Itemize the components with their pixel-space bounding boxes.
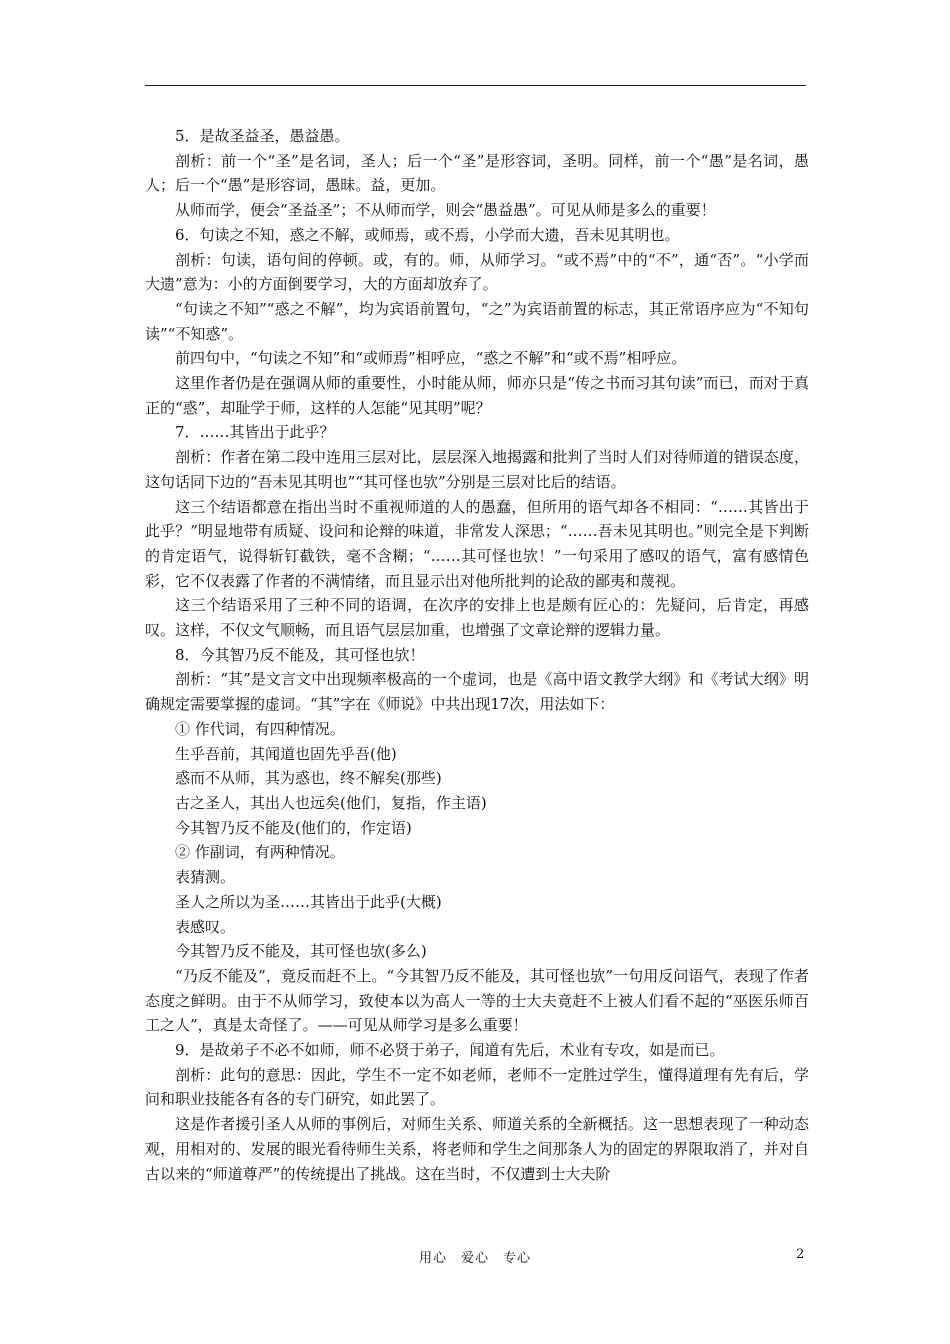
paragraph: 这三个结语都意在指出当时不重视师道的人的愚蠢，但所用的语气却各不相同：“……其皆出于此乎？”明显地带有质疑、设问和论辩的味道，非常发人深思；“……吾未见其明也。”则完全是下判断的肯定语气，说得斩钉截铁，毫不含糊；“……其可怪也欤！”一句采用了感叹的语气，富有感情色彩，它不仅表露了作者的不满情绪，而且显示出对他所批判的论敌的鄙夷和蔑视。 — [145, 497, 809, 590]
paragraph: 8．今其智乃反不能及，其可怪也欤！ — [175, 645, 425, 664]
paragraph: 5．是故圣益圣，愚益愚。 — [175, 127, 350, 145]
document-body — [145, 124, 809, 1186]
paragraph: 从师而学，便会“圣益圣”；不从师而学，则会“愚益愚”。可见从师是多么的重要！ — [175, 201, 716, 220]
paragraph: 表感叹。 — [175, 917, 236, 936]
page-number: 2 — [796, 1247, 805, 1262]
paragraph: 剖析：前一个“圣”是名词，圣人；后一个“圣”是形容词，圣明。同样，前一个“愚”是名词，愚人；后一个“愚”是形容词，愚昧。益，更加。 — [145, 151, 809, 195]
paragraph: ② 作副词，有两种情况。 — [175, 843, 345, 862]
paragraph: 古之圣人，其出人也远矣(他们，复指，作主语) — [175, 793, 487, 812]
paragraph: 惑而不从师，其为惑也，终不解矣(那些) — [175, 769, 442, 788]
paragraph: 剖析：句读，语句间的停顿。或，有的。师，从师学习。“或不焉”中的“不”，通“否”。“小学而大遗”意为：小的方面倒要学习，大的方面却放弃了。 — [145, 250, 809, 294]
paragraph: 前四句中，“句读之不知”和“或师焉”相呼应，“惑之不解”和“或不焉”相呼应。 — [175, 349, 687, 368]
header-rule — [145, 85, 806, 86]
footer-motto: 用心 爱心 专心 — [418, 1251, 531, 1266]
paragraph: 这里作者仍是在强调从师的重要性，小时能从师，师亦只是“传之书而习其句读”而已，而对于真正的“惑”，却耻学于师，这样的人怎能“见其明”呢？ — [145, 374, 809, 417]
paragraph: 9．是故弟子不必不如师，师不必贤于弟子，闻道有先后，术业有专攻，如是而已。 — [175, 1041, 725, 1060]
paragraph: 这三个结语采用了三种不同的语调，在次序的安排上也是颇有匠心的：先疑问，后肯定，再感叹。这样，不仅文气顺畅，而且语气层层加重，也增强了文章论辩的逻辑力量。 — [145, 596, 809, 640]
paragraph: “句读之不知”“惑之不解”，均为宾语前置句，“之”为宾语前置的标志，其正常语序应为“不知句读”“不知惑”。 — [145, 299, 809, 343]
paragraph: “乃反不能及”，竟反而赶不上。“今其智乃反不能及，其可怪也欤”一句用反问语气，表现了作者态度之鲜明。由于不从师学习，致使本以为高人一等的士大夫竟赶不上被人们看不起的“巫医乐师百工之人”，真是太奇怪了。——可见从师学习是多么重要！ — [145, 966, 809, 1035]
paragraph: 圣人之所以为圣……其皆出于此乎(大概) — [175, 892, 442, 911]
paragraph: 剖析：“其”是文言文中出现频率极高的一个虚词，也是《高中语文教学大纲》和《考试大纲》明确规定需要掌握的虚词。“其”字在《师说》中共出现17次，用法如下： — [145, 670, 809, 714]
paragraph: 6．句读之不知，惑之不解，或师焉，或不焉，小学而大遗，吾未见其明也。 — [175, 225, 680, 244]
paragraph: 表猜测。 — [175, 868, 236, 887]
paragraph: 这是作者援引圣人从师的事例后，对师生关系、师道关系的全新概括。这一思想表现了一种动态观，用相对的、发展的眼光看待师生关系，将老师和学生之间那条人为的固定的界限取消了，并对自古以来的“师道尊严”的传统提出了挑战。这在当时，不仅遭到士大夫阶 — [145, 1115, 809, 1183]
paragraph: 7．……其皆出于此乎？ — [175, 423, 335, 442]
paragraph: 今其智乃反不能及(他们的，作定语) — [175, 818, 412, 837]
paragraph: ① 作代词，有四种情况。 — [175, 719, 345, 738]
paragraph: 生乎吾前，其闻道也固先乎吾(他) — [175, 744, 397, 763]
paragraph: 剖析：此句的意思：因此，学生不一定不如老师，老师不一定胜过学生，懂得道理有先有后，学问和职业技能各有各的专门研究，如此罢了。 — [145, 1065, 809, 1109]
paragraph: 今其智乃反不能及，其可怪也欤(多么) — [175, 942, 427, 961]
paragraph: 剖析：作者在第二段中连用三层对比，层层深入地揭露和批判了当时人们对待师道的错误态度，这句话同下边的“吾未见其明也”“其可怪也欤”分别是三层对比后的结语。 — [145, 448, 809, 491]
